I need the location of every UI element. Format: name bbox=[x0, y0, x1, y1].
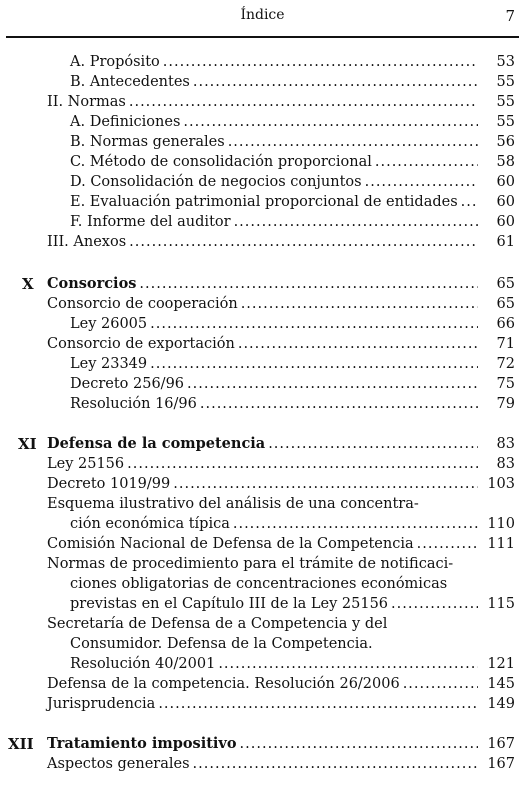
dot-leader bbox=[150, 354, 478, 374]
entry-page: 71 bbox=[496, 336, 515, 352]
dot-leader bbox=[173, 474, 478, 494]
header-rule bbox=[6, 36, 519, 38]
entry-page: 60 bbox=[496, 194, 515, 210]
entry-page: 55 bbox=[496, 74, 515, 90]
dot-leader bbox=[233, 514, 478, 534]
dot-leader bbox=[139, 274, 478, 294]
toc-entry[interactable] bbox=[0, 374, 525, 394]
dot-leader bbox=[403, 674, 478, 694]
entry-text: Resolución 40/2001 bbox=[70, 656, 216, 672]
toc-entry[interactable] bbox=[0, 132, 525, 152]
dot-leader bbox=[238, 334, 478, 354]
entry-page: 60 bbox=[496, 174, 515, 190]
entry-text: F. Informe del auditor bbox=[70, 214, 231, 230]
dot-leader bbox=[240, 734, 478, 754]
dot-leader bbox=[417, 534, 478, 554]
toc-entry-continued[interactable] bbox=[0, 494, 525, 514]
entry-text: Ley 26005 bbox=[70, 316, 148, 332]
entry-page: 65 bbox=[496, 296, 515, 312]
entry-page: 56 bbox=[496, 134, 515, 150]
toc-entry[interactable] bbox=[0, 674, 525, 694]
toc-entry[interactable] bbox=[0, 294, 525, 314]
toc-entry[interactable] bbox=[0, 52, 525, 72]
section-page: 65 bbox=[496, 276, 515, 292]
section-title: Defensa de la competencia bbox=[47, 435, 266, 452]
dot-leader bbox=[150, 314, 478, 334]
section-number: X bbox=[22, 275, 34, 293]
entry-page: 75 bbox=[496, 376, 515, 392]
entry-text: B. Normas generales bbox=[70, 134, 225, 150]
dot-leader bbox=[158, 694, 478, 714]
running-title: Índice bbox=[240, 7, 285, 23]
dot-leader bbox=[129, 232, 478, 252]
dot-leader bbox=[193, 72, 478, 92]
toc-entry[interactable] bbox=[0, 514, 525, 534]
dot-leader bbox=[375, 152, 478, 172]
dot-leader bbox=[218, 654, 478, 674]
entry-text: Consorcio de exportación bbox=[47, 336, 235, 352]
toc-entry[interactable] bbox=[0, 694, 525, 714]
toc-entry[interactable] bbox=[0, 654, 525, 674]
entry-text: Aspectos generales bbox=[47, 756, 190, 772]
dot-leader bbox=[234, 212, 478, 232]
entry-page: 145 bbox=[487, 676, 515, 692]
toc-section[interactable] bbox=[0, 274, 525, 294]
entry-page: 72 bbox=[496, 356, 515, 372]
entry-page: 121 bbox=[487, 656, 515, 672]
entry-text: previstas en el Capítulo III de la Ley 25156 bbox=[70, 596, 389, 612]
entry-text: Resolución 16/96 bbox=[70, 396, 197, 412]
entry-text: Jurisprudencia bbox=[47, 696, 156, 712]
entry-page: 111 bbox=[487, 536, 515, 552]
entry-page: 103 bbox=[487, 476, 515, 492]
entry-text: Consorcio de cooperación bbox=[47, 296, 238, 312]
dot-leader bbox=[127, 454, 478, 474]
toc-entry[interactable] bbox=[0, 454, 525, 474]
entry-text: III. Anexos bbox=[47, 234, 127, 250]
dot-leader bbox=[365, 172, 478, 192]
entry-text: D. Consolidación de negocios conjuntos bbox=[70, 174, 362, 190]
entry-page: 115 bbox=[487, 596, 515, 612]
section-page: 83 bbox=[496, 436, 515, 452]
entry-text: A. Definiciones bbox=[70, 114, 181, 130]
dot-leader bbox=[461, 192, 478, 212]
entry-page: 110 bbox=[487, 516, 515, 532]
dot-leader bbox=[187, 374, 478, 394]
entry-text: C. Método de consolidación proporcional bbox=[70, 154, 372, 170]
toc-entry[interactable] bbox=[0, 172, 525, 192]
entry-page: 53 bbox=[496, 54, 515, 70]
toc-entry[interactable] bbox=[0, 394, 525, 414]
section-title: Tratamiento impositivo bbox=[47, 735, 237, 752]
entry-text: Ley 25156 bbox=[47, 456, 125, 472]
toc-entry[interactable] bbox=[0, 754, 525, 774]
toc-entry[interactable] bbox=[0, 314, 525, 334]
entry-text: Esquema ilustrativo del análisis de una concentra- bbox=[47, 496, 419, 512]
entry-text: A. Propósito bbox=[70, 54, 160, 70]
dot-leader bbox=[183, 112, 478, 132]
dot-leader bbox=[193, 754, 478, 774]
entry-text: Ley 23349 bbox=[70, 356, 148, 372]
entry-page: 83 bbox=[496, 456, 515, 472]
toc-entry[interactable] bbox=[0, 534, 525, 554]
entry-text: E. Evaluación patrimonial proporcional de entidades bbox=[70, 194, 458, 210]
entry-text: Normas de procedimiento para el trámite de notificaci- bbox=[47, 556, 454, 572]
toc-entry-continued[interactable] bbox=[0, 554, 525, 574]
toc-entry[interactable] bbox=[0, 152, 525, 172]
toc-entry[interactable] bbox=[0, 72, 525, 92]
entry-page: 149 bbox=[487, 696, 515, 712]
section-number: XI bbox=[18, 435, 37, 453]
entry-page: 58 bbox=[496, 154, 515, 170]
entry-text: Secretaría de Defensa de a Competencia y del bbox=[47, 616, 388, 632]
entry-text: B. Antecedentes bbox=[70, 74, 190, 90]
toc-section[interactable] bbox=[0, 434, 525, 454]
toc-entry[interactable] bbox=[0, 232, 525, 252]
toc-entry[interactable] bbox=[0, 192, 525, 212]
entry-text: Decreto 1019/99 bbox=[47, 476, 171, 492]
dot-leader bbox=[241, 294, 478, 314]
dot-leader bbox=[163, 52, 478, 72]
entry-page: 61 bbox=[496, 234, 515, 250]
toc-entry-continued[interactable] bbox=[0, 574, 525, 594]
entry-page: 79 bbox=[496, 396, 515, 412]
dot-leader bbox=[391, 594, 478, 614]
toc-entry-continued[interactable] bbox=[0, 634, 525, 654]
page-header bbox=[0, 0, 525, 38]
entry-page: 60 bbox=[496, 214, 515, 230]
entry-page: 167 bbox=[487, 756, 515, 772]
toc-entry[interactable] bbox=[0, 354, 525, 374]
toc-entry[interactable] bbox=[0, 334, 525, 354]
toc-entry[interactable] bbox=[0, 212, 525, 232]
dot-leader bbox=[129, 92, 478, 112]
entry-page: 66 bbox=[496, 316, 515, 332]
entry-text: Comisión Nacional de Defensa de la Competencia bbox=[47, 536, 414, 552]
entry-text: Defensa de la competencia. Resolución 26/2006 bbox=[47, 676, 400, 692]
entry-text: ción económica típica bbox=[70, 516, 230, 532]
toc-entry[interactable] bbox=[0, 474, 525, 494]
entry-text: Consumidor. Defensa de la Competencia. bbox=[70, 636, 373, 652]
entry-page: 55 bbox=[496, 94, 515, 110]
dot-leader bbox=[200, 394, 478, 414]
section-number: XII bbox=[8, 735, 34, 753]
toc-entry-continued[interactable] bbox=[0, 614, 525, 634]
toc-entry[interactable] bbox=[0, 92, 525, 112]
entry-page: 55 bbox=[496, 114, 515, 130]
toc-entry[interactable] bbox=[0, 112, 525, 132]
entry-text: Decreto 256/96 bbox=[70, 376, 185, 392]
toc-section[interactable] bbox=[0, 734, 525, 754]
section-page: 167 bbox=[487, 736, 515, 752]
entry-text: ciones obligatorias de concentraciones económicas bbox=[70, 576, 448, 592]
section-title: Consorcios bbox=[47, 275, 137, 292]
dot-leader bbox=[228, 132, 478, 152]
dot-leader bbox=[268, 434, 478, 454]
entry-text: II. Normas bbox=[47, 94, 126, 110]
page-number: 7 bbox=[505, 7, 515, 25]
toc-entry[interactable] bbox=[0, 594, 525, 614]
